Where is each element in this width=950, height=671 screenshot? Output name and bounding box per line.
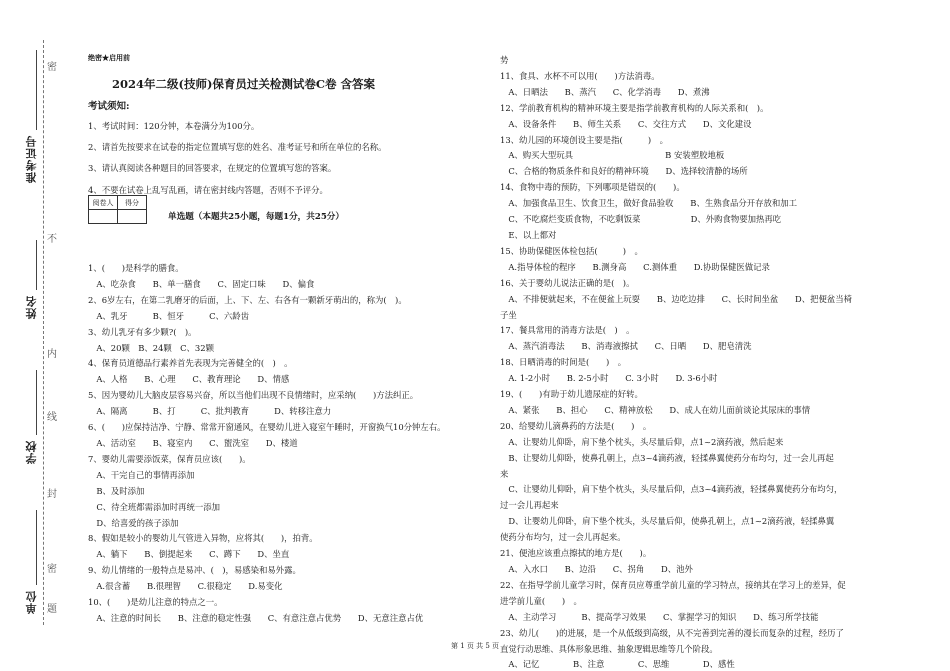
question-line: 4、保育员道德品行素养首先表现为完善健全的( ) 。	[88, 358, 293, 369]
question-line: 10、( )是幼儿注意的特点之一。	[88, 597, 223, 608]
question-line: 8、假如是较小的婴幼儿气管进入异物，应将其( )，拍背。	[88, 533, 318, 544]
question-line: A、日晒法 B、蒸汽 C、化学消毒 D、煮沸	[500, 86, 710, 97]
question-line: A、干完自己的事情再添加	[88, 469, 195, 480]
question-line: 22、在指导学前儿童学习时，保育员应尊重学前儿童的学习特点，接纳其在学习上的差异，促	[500, 579, 846, 590]
question-line: 2、6岁左右，在第二乳磨牙的后面，上、下、左、右各有一颗新牙萌出的，称为( )。	[88, 294, 407, 305]
exam-number-label: 准考证号	[25, 135, 38, 183]
grader-header: 阅卷人	[89, 196, 118, 210]
question-line: 过一会儿再起来	[500, 500, 559, 511]
question-line: B、及时添加	[88, 485, 145, 496]
left-question-column	[88, 261, 493, 627]
question-line: D、让婴幼儿仰卧，肩下垫个枕头，头尽量后仰，使鼻孔朝上，点1~2滴药液，轻揉鼻翼	[500, 516, 835, 527]
question-line: 11、食具、水杯不可以用( )方法消毒。	[500, 70, 660, 81]
question-line: A、注意的时间长 B、注意的稳定性强 C、有意注意占优势 D、无意注意占优	[88, 612, 424, 623]
seal-tail-text: 题	[47, 604, 57, 615]
question-line: A、不排便就起来，不在便盆上玩耍 B、边吃边排 C、长时间坐盆 D、把便盆当椅	[500, 293, 852, 304]
question-line: A、购买大型玩具 B 安装塑胶地板	[500, 150, 725, 161]
section-heading: 单选题（本题共25小题，每题1分，共25分）	[168, 212, 344, 222]
score-table	[88, 195, 147, 224]
question-line: A、乳牙 B、恒牙 C、六龄齿	[88, 310, 249, 321]
question-line: 9、幼儿情绪的一般特点是易冲、( )，易感染和易外露。	[88, 565, 301, 576]
question-line: 来	[500, 468, 509, 479]
exam-number-blank[interactable]	[36, 50, 37, 130]
score-cell[interactable]	[118, 210, 147, 224]
question-line: 进学前儿童( ) 。	[500, 595, 582, 606]
question-line: B、让婴幼儿仰卧，使鼻孔朝上，点3~4滴药液，轻揉鼻翼使药分布均匀，过一会儿再起	[500, 452, 834, 463]
instructions-list	[88, 116, 386, 201]
question-line: 19、( )有助于幼儿遗尿症的好转。	[500, 389, 643, 400]
school-blank[interactable]	[36, 370, 37, 435]
question-line: 18、日晒消毒的时间是( ) 。	[500, 357, 627, 368]
secret-label: 绝密★启用前	[88, 53, 130, 62]
question-line: 6、( )应保持洁净、宁静、常常开窗通风，在婴幼儿进入寝室午睡时，开窗换气10分钟左右。	[88, 422, 446, 433]
page-number: 第 1 页 共 5 页	[450, 642, 500, 650]
question-line: A、主动学习 B、提高学习效果 C、掌握学习的知识 D、练习所学技能	[500, 611, 819, 622]
score-header: 得分	[118, 196, 147, 210]
question-line: C、合格的物质条件和良好的精神环境 D、选择较清静的场所	[500, 166, 748, 177]
question-line: 16、关于婴幼儿说法正确的是( )。	[500, 277, 635, 288]
question-line: 15、协助保健医体检包括( ) 。	[500, 245, 643, 256]
seal-mark: 密	[47, 564, 57, 575]
grader-cell[interactable]	[89, 210, 118, 224]
instruction-item: 4、不要在试卷上乱写乱画，请在密封线内答题，否则不予评分。	[88, 184, 328, 195]
question-line: A、蒸汽消毒法 B、消毒液擦拭 C、日晒 D、肥皂清洗	[500, 341, 752, 352]
question-line: D、给喜爱的孩子添加	[88, 517, 179, 528]
right-question-column	[500, 53, 900, 671]
question-line: C、不吃腐烂变质食物，不吃剩饭菜 D、外购食物要加热再吃	[500, 214, 782, 225]
seal-mark: 不	[47, 234, 57, 245]
seal-mark: 线	[47, 412, 57, 423]
question-line: A、20颗 B、24颗 C、32颗	[88, 342, 214, 353]
question-line: A. 1-2小时 B. 2-5小时 C. 3小时 D. 3-6小时	[500, 373, 718, 384]
seal-mark: 内	[47, 349, 57, 360]
question-line: E、以上都对	[500, 229, 557, 240]
question-line: 势	[500, 55, 509, 65]
question-line: A、入水口 B、边沿 C、拐角 D、池外	[500, 564, 693, 574]
question-line: A.指导体检的程序 B.测身高 C.测体重 D.协助保健医做记录	[500, 261, 770, 272]
question-line: A、紧张 B、担心 C、精神放松 D、成人在幼儿面前谈论其尿床的事情	[500, 404, 811, 415]
name-blank[interactable]	[36, 240, 37, 290]
question-line: 20、给婴幼儿滴鼻药的方法是( ) 。	[500, 420, 652, 431]
question-line: A、加强食品卫生、饮食卫生，做好食品验收 B、生熟食品分开存放和加工	[500, 198, 797, 209]
question-line: 使药分布均匀，过一会儿再起来。	[500, 532, 626, 543]
question-line: A、隔离 B、打 C、批判教育 D、转移注意力	[88, 406, 332, 417]
question-line: 1、( )是科学的膳食。	[88, 263, 184, 273]
question-line: 23、幼儿( )的进展，是一个从低级到高级，从不完善到完善的漫长而复杂的过程，经历了	[500, 627, 844, 638]
seal-mark: 封	[47, 489, 57, 500]
school-label: 学校	[25, 440, 38, 464]
question-line: A、躺下 B、倒提起来 C、蹲下 D、坐直	[88, 549, 290, 560]
instructions-heading: 考试须知:	[88, 101, 130, 112]
page-title: 2024年二级(技师)保育员过关检测试卷C卷 含答案	[112, 77, 376, 91]
question-line: C、让婴幼儿仰卧，肩下垫个枕头，头尽量后仰，点3~4滴药液，轻揉鼻翼使药分布均匀，	[500, 484, 843, 495]
question-line: 7、婴幼儿需要添饭菜，保育员应该( )。	[88, 453, 251, 464]
question-line: C、待全班都需添加时再统一添加	[88, 501, 221, 512]
question-line: A、吃杂食 B、单一膳食 C、固定口味 D、偏食	[88, 278, 315, 289]
instruction-item: 2、请首先按要求在试卷的指定位置填写您的姓名、准考证号和所在单位的名称。	[88, 142, 387, 153]
name-label: 姓名	[25, 295, 38, 319]
unit-blank[interactable]	[36, 510, 37, 585]
question-line: A、让婴幼儿仰卧，肩下垫个枕头，头尽量后仰，点1~2滴药液，然后起来	[500, 436, 784, 447]
question-line: 3、幼儿乳牙有多少颗?( )。	[88, 326, 197, 337]
question-line: 12、学前教育机构的精神环境主要是指学前教育机构的人际关系和( )。	[500, 102, 769, 113]
question-line: 子坐	[500, 309, 517, 320]
instruction-item: 1、考试时间：120分钟，本卷满分为100分。	[88, 121, 260, 131]
seal-mark: 密	[47, 62, 57, 73]
question-line: 21、便池应该重点擦拭的地方是( )。	[500, 548, 652, 559]
instruction-item: 3、请认真阅读各种题目的回答要求，在规定的位置填写您的答案。	[88, 163, 337, 174]
question-line: A、记忆 B、注意 C、思维 D、感性	[500, 659, 735, 670]
question-line: A.很含蓄 B.很理智 C.很稳定 D.易变化	[88, 581, 283, 592]
question-line: 5、因为婴幼儿大脑皮层容易兴奋，所以当他们出现不良情绪时，应采纳( )方法纠正。	[88, 390, 419, 401]
question-line: A、人格 B、心理 C、教育理论 D、情感	[88, 374, 290, 385]
question-line: A、活动室 B、寝室内 C、盥洗室 D、楼道	[88, 437, 298, 448]
seal-dashed-line	[43, 40, 44, 625]
question-line: 13、幼儿园的环境创设主要是指( ) 。	[500, 134, 668, 145]
question-line: 直觉行动思维、具体形象思维、抽象逻辑思维等几个阶段。	[500, 643, 718, 654]
binding-strip	[22, 40, 56, 625]
question-line: A、设备条件 B、师生关系 C、交往方式 D、文化建设	[500, 118, 752, 129]
question-line: 14、食物中毒的预防，下列哪项是错误的( )。	[500, 182, 685, 193]
unit-label: 单位	[25, 590, 38, 614]
question-line: 17、餐具常用的消毒方法是( ) 。	[500, 325, 635, 336]
